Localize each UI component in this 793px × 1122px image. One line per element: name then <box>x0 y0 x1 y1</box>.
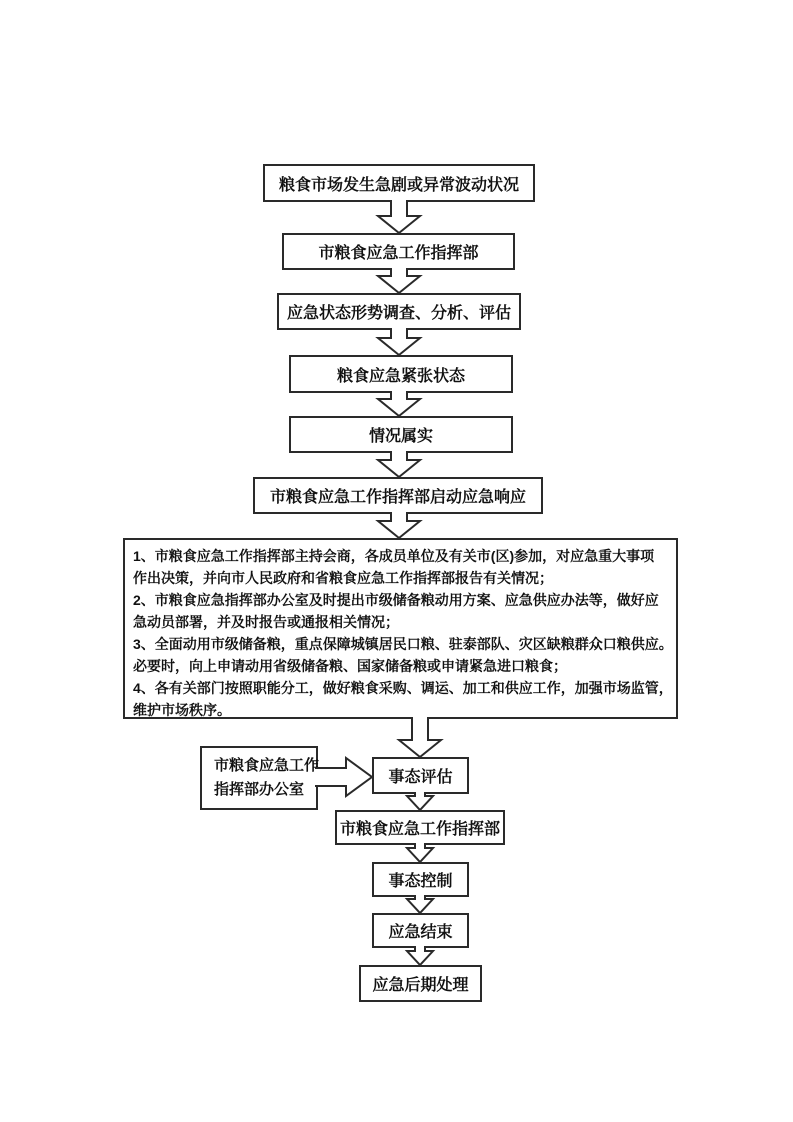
down-arrow-3 <box>377 328 421 356</box>
measure-line: 1、市粮食应急工作指挥部主持会商，各成员单位及有关市(区)参加，对应急重大事项 <box>133 548 655 564</box>
right-arrow <box>315 757 373 797</box>
measure-line: 急动员部署，并及时报告或通报相关情况； <box>133 614 399 630</box>
box-headquarters-office-line2: 指挥部办公室 <box>214 781 305 798</box>
measure-line: 4、各有关部门按照职能分工，做好粮食采购、调运、加工和供应工作，加强市场监管， <box>133 680 673 696</box>
box-headquarters-office <box>200 746 318 810</box>
down-arrow-1 <box>377 200 421 234</box>
box-grain-emergency-tension-state-label: 粮食应急紧张状态 <box>336 367 465 385</box>
box-headquarters-office-line1: 市粮食应急工作 <box>214 757 320 774</box>
measure-line: 维护市场秩序。 <box>133 702 231 718</box>
box-situation-evaluation-label: 事态评估 <box>388 769 453 786</box>
box-emergency-command-headquarters-label: 市粮食应急工作指挥部 <box>318 245 479 262</box>
box-emergency-post-processing <box>359 965 482 1002</box>
measure-line: 必要时，向上申请动用省级储备粮、国家储备粮或申请紧急进口粮食； <box>133 658 567 674</box>
box-emergency-end <box>372 913 469 948</box>
box-response-measures <box>123 538 678 719</box>
measure-line: 3、全面动用市级储备粮，重点保障城镇居民口粮、驻泰部队、灾区缺粮群众口粮供应。 <box>133 636 673 652</box>
box-start-emergency-response <box>253 477 543 514</box>
down-arrow-6 <box>377 512 421 539</box>
box-market-abnormal-fluctuation <box>263 164 535 202</box>
box-situation-evaluation <box>372 757 469 794</box>
box-emergency-post-processing-label: 应急后期处理 <box>372 977 469 994</box>
box-situation-verified <box>289 416 513 453</box>
box-situation-investigation-analysis-evaluation-label: 应急状态形势调查、分析、评估 <box>286 305 511 322</box>
measure-line: 2、市粮食应急指挥部办公室及时提出市级储备粮动用方案、应急供应办法等，做好应 <box>133 592 659 608</box>
box-emergency-end-label: 应急结束 <box>388 924 453 941</box>
down-arrow-8 <box>406 792 434 811</box>
box-emergency-command-headquarters <box>282 233 515 270</box>
box-situation-investigation-analysis-evaluation <box>277 293 521 330</box>
down-arrow-2 <box>377 268 421 294</box>
down-arrow-5 <box>377 451 421 478</box>
down-arrow-11 <box>406 946 434 966</box>
down-arrow-9 <box>406 843 434 863</box>
down-arrow-10 <box>406 895 434 914</box>
box-situation-control-label: 事态控制 <box>388 873 453 890</box>
box-situation-control <box>372 862 469 897</box>
down-arrow-7 <box>398 717 442 758</box>
measure-line: 作出决策，并向市人民政府和省粮食应急工作指挥部报告有关情况； <box>133 570 553 586</box>
box-grain-emergency-tension-state <box>289 355 513 393</box>
box-start-emergency-response-label: 市粮食应急工作指挥部启动应急响应 <box>269 489 526 506</box>
box-situation-verified-label: 情况属实 <box>368 428 433 445</box>
down-arrow-4 <box>377 391 421 417</box>
box-emergency-command-headquarters-2-label: 市粮食应急工作指挥部 <box>339 821 500 838</box>
box-market-abnormal-fluctuation-label: 粮食市场发生急剧或异常波动状况 <box>278 176 519 194</box>
box-emergency-command-headquarters-2 <box>335 810 505 845</box>
